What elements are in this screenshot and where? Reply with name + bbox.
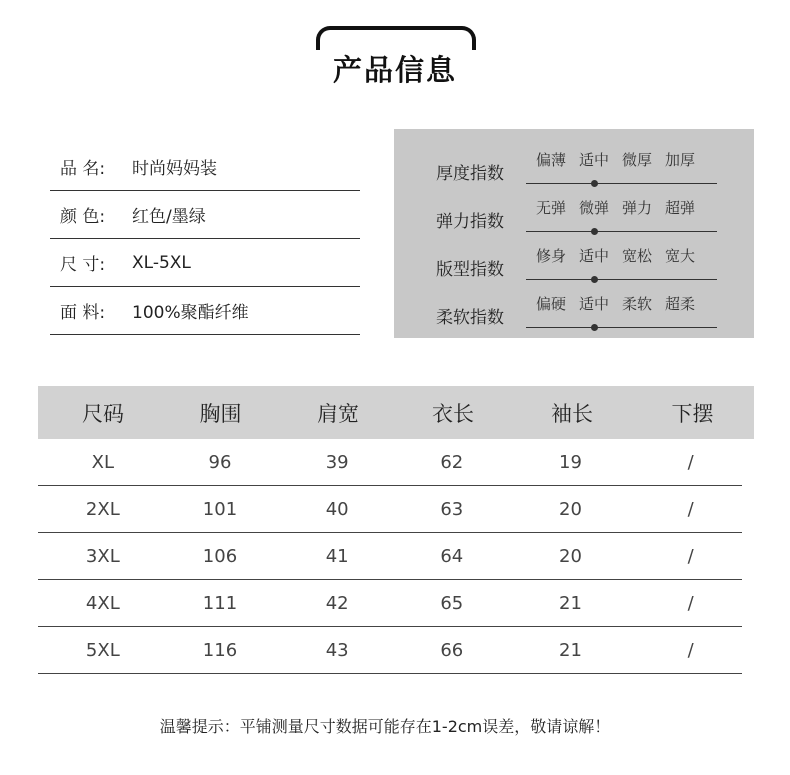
info-value: 时尚妈妈装 bbox=[132, 159, 217, 179]
info-label: 面 料: bbox=[60, 303, 106, 323]
table-row bbox=[38, 580, 742, 627]
index-name: 柔软指数 bbox=[436, 308, 504, 328]
table-row bbox=[38, 439, 742, 486]
info-label: 颜 色: bbox=[60, 207, 106, 227]
info-label: 尺 寸: bbox=[60, 255, 106, 275]
index-option: 适中 bbox=[579, 151, 610, 169]
table-cell: / bbox=[687, 451, 694, 473]
index-marker-dot bbox=[591, 228, 598, 235]
index-marker-dot bbox=[591, 180, 598, 187]
table-cell: 40 bbox=[325, 498, 349, 520]
index-options bbox=[536, 245, 716, 266]
title-arc-decoration bbox=[316, 26, 476, 50]
index-option: 修身 bbox=[536, 247, 567, 265]
table-cell: 39 bbox=[325, 451, 349, 473]
table-cell: 42 bbox=[325, 592, 349, 614]
info-row-size bbox=[50, 239, 360, 287]
index-marker-dot bbox=[591, 324, 598, 331]
table-cell: / bbox=[687, 498, 694, 520]
index-row-thickness bbox=[394, 143, 754, 191]
table-cell: 4XL bbox=[85, 592, 120, 614]
table-cell: 62 bbox=[440, 451, 464, 473]
index-scale-line bbox=[526, 279, 717, 280]
table-cell: / bbox=[687, 639, 694, 661]
table-row bbox=[38, 533, 742, 580]
table-cell: 106 bbox=[202, 545, 238, 567]
table-cell: 66 bbox=[440, 639, 464, 661]
table-cell: 20 bbox=[559, 545, 582, 567]
info-label: 品 名: bbox=[60, 159, 106, 179]
table-cell: 20 bbox=[559, 498, 582, 520]
info-row-name bbox=[50, 143, 360, 191]
index-option: 微弹 bbox=[579, 199, 610, 217]
header-cell-hem: 下摆 bbox=[671, 401, 714, 426]
index-option: 偏薄 bbox=[536, 151, 567, 169]
index-scale-line bbox=[526, 183, 717, 184]
index-option: 微厚 bbox=[622, 151, 653, 169]
index-option: 宽松 bbox=[622, 247, 653, 265]
table-cell: 64 bbox=[440, 545, 464, 567]
index-row-fit bbox=[394, 239, 754, 287]
index-option: 加厚 bbox=[665, 151, 696, 169]
table-cell: 21 bbox=[559, 592, 582, 614]
index-option: 适中 bbox=[579, 295, 610, 313]
index-name: 厚度指数 bbox=[436, 164, 504, 184]
table-cell: 43 bbox=[325, 639, 349, 661]
table-cell: 19 bbox=[559, 451, 582, 473]
index-marker-dot bbox=[591, 276, 598, 283]
table-cell: 2XL bbox=[85, 498, 120, 520]
size-table bbox=[38, 386, 754, 674]
index-options bbox=[536, 149, 716, 170]
table-cell: 116 bbox=[202, 639, 238, 661]
table-cell: 111 bbox=[202, 592, 238, 614]
index-name: 弹力指数 bbox=[436, 212, 504, 232]
index-option: 超柔 bbox=[665, 295, 696, 313]
header-cell-size: 尺码 bbox=[82, 401, 124, 426]
index-option: 超弹 bbox=[665, 199, 696, 217]
table-cell: XL bbox=[91, 451, 114, 473]
header-cell-sleeve: 袖长 bbox=[551, 401, 593, 426]
index-option: 无弹 bbox=[536, 199, 567, 217]
table-cell: 41 bbox=[325, 545, 349, 567]
info-value: 红色/墨绿 bbox=[132, 207, 206, 227]
header-cell-chest: 胸围 bbox=[199, 401, 242, 426]
table-cell: 63 bbox=[440, 498, 464, 520]
table-cell: 101 bbox=[202, 498, 238, 520]
measurement-note: 温馨提示：平铺测量尺寸数据可能存在1-2cm误差，敬请谅解！ bbox=[159, 717, 611, 736]
index-option: 宽大 bbox=[665, 247, 696, 265]
index-option: 柔软 bbox=[622, 295, 653, 313]
index-scale-line bbox=[526, 231, 717, 232]
index-options bbox=[536, 293, 716, 314]
title-section bbox=[0, 0, 790, 110]
index-row-elasticity bbox=[394, 191, 754, 239]
table-cell: 65 bbox=[440, 592, 464, 614]
index-options bbox=[536, 197, 716, 218]
index-option: 偏硬 bbox=[536, 295, 567, 313]
info-row-color bbox=[50, 191, 360, 239]
index-row-softness bbox=[394, 287, 754, 335]
index-scale-line bbox=[526, 327, 717, 328]
table-cell: / bbox=[687, 545, 694, 567]
size-table-header bbox=[38, 386, 754, 439]
index-name: 版型指数 bbox=[436, 260, 504, 280]
page-title: 产品信息 bbox=[332, 53, 457, 87]
header-cell-length: 衣长 bbox=[432, 401, 474, 426]
table-row bbox=[38, 486, 742, 533]
table-cell: / bbox=[687, 592, 694, 614]
product-info-list bbox=[50, 143, 360, 335]
index-option: 适中 bbox=[579, 247, 610, 265]
table-row bbox=[38, 627, 742, 674]
index-panel bbox=[394, 129, 754, 338]
info-row-fabric bbox=[50, 287, 360, 335]
info-value: 100%聚酯纤维 bbox=[132, 303, 249, 323]
table-cell: 3XL bbox=[85, 545, 120, 567]
info-value: XL-5XL bbox=[132, 252, 191, 273]
table-cell: 96 bbox=[208, 451, 232, 473]
index-option: 弹力 bbox=[622, 199, 653, 217]
header-cell-shoulder: 肩宽 bbox=[317, 401, 359, 426]
table-cell: 21 bbox=[559, 639, 582, 661]
table-cell: 5XL bbox=[85, 639, 120, 661]
